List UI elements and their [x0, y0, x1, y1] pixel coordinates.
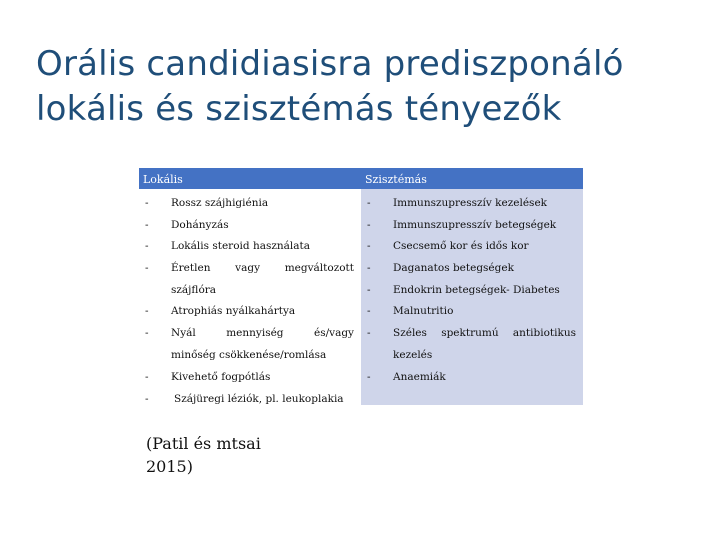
item-text: Lokális steroid használata	[171, 240, 311, 252]
factors-table	[139, 168, 583, 425]
table-header-row	[139, 168, 583, 189]
item-text	[393, 327, 576, 339]
list-item	[361, 257, 583, 279]
item-word: vagy	[235, 262, 261, 274]
item-word: mennyiség	[226, 327, 284, 339]
citation-line-1: (Patil és mtsai	[146, 434, 261, 453]
item-text: Kivehető fogpótlás	[171, 371, 271, 383]
list-item	[139, 192, 361, 214]
item-text	[171, 327, 354, 339]
item-text: Dohányzás	[171, 219, 229, 231]
item-text: szájflóra	[171, 284, 217, 296]
bullet-dash: -	[145, 305, 149, 317]
bullet-dash: -	[367, 305, 371, 317]
bullet-dash: -	[367, 371, 371, 383]
header-lokalis: Lokális	[143, 173, 183, 186]
bullet-dash: -	[145, 197, 149, 209]
column-szisztemas	[361, 189, 583, 405]
item-word: és/vagy	[314, 327, 354, 339]
list-item	[139, 257, 361, 279]
item-text: Anaemiák	[393, 371, 446, 383]
list-item	[361, 366, 583, 388]
item-text: minőség csökkenése/romlása	[171, 349, 327, 361]
column-lokalis	[139, 189, 361, 425]
slide-title	[36, 42, 706, 132]
bullet-dash: -	[367, 284, 371, 296]
bullet-dash: -	[145, 393, 149, 405]
bullet-dash: -	[145, 327, 149, 339]
bullet-dash: -	[367, 219, 371, 231]
item-text: Malnutritio	[393, 305, 454, 317]
item-text: kezelés	[393, 349, 433, 361]
title-line-2: lokális és szisztémás tényezők	[36, 89, 562, 129]
list-item	[361, 300, 583, 322]
list-item	[139, 366, 361, 388]
item-word: megváltozott	[284, 262, 354, 274]
item-word: Széles	[393, 327, 427, 339]
item-text: Immunszupresszív betegségek	[393, 219, 557, 231]
list-item	[361, 322, 583, 344]
bullet-dash: -	[145, 240, 149, 252]
item-text: Endokrin betegségek- Diabetes	[393, 284, 560, 296]
list-item	[361, 214, 583, 236]
item-word: antibiotikus	[512, 327, 576, 339]
list-item	[361, 279, 583, 301]
header-szisztemas: Szisztémás	[365, 173, 427, 186]
bullet-dash: -	[367, 197, 371, 209]
item-text: Atrophiás nyálkahártya	[171, 305, 296, 317]
item-text: Immunszupresszív kezelések	[393, 197, 548, 209]
citation	[146, 432, 261, 478]
list-item	[139, 214, 361, 236]
bullet-dash: -	[145, 371, 149, 383]
bullet-dash: -	[145, 219, 149, 231]
item-word: Nyál	[171, 327, 196, 339]
bullet-dash: -	[367, 262, 371, 274]
item-text	[171, 262, 354, 274]
list-item	[139, 235, 361, 257]
citation-line-2: 2015)	[146, 457, 193, 476]
item-word: spektrumú	[441, 327, 499, 339]
bullet-dash: -	[367, 240, 371, 252]
list-item-continuation	[139, 279, 361, 301]
title-line-1: Orális candidiasisra prediszponáló	[36, 44, 624, 84]
list-item-continuation	[361, 344, 583, 366]
list-item	[361, 235, 583, 257]
list-item	[361, 192, 583, 214]
list-item	[139, 388, 361, 410]
item-text: Daganatos betegségek	[393, 262, 514, 274]
bullet-dash: -	[145, 262, 149, 274]
list-item-continuation	[139, 344, 361, 366]
list-item	[139, 322, 361, 344]
list-item	[139, 300, 361, 322]
table-body	[139, 189, 583, 425]
item-text: Csecsemő kor és idős kor	[393, 240, 529, 252]
item-text: Rossz szájhigiénia	[171, 197, 269, 209]
item-text: Szájüregi léziók, pl. leukoplakia	[174, 393, 344, 405]
item-word: Éretlen	[171, 262, 211, 274]
bullet-dash: -	[367, 327, 371, 339]
